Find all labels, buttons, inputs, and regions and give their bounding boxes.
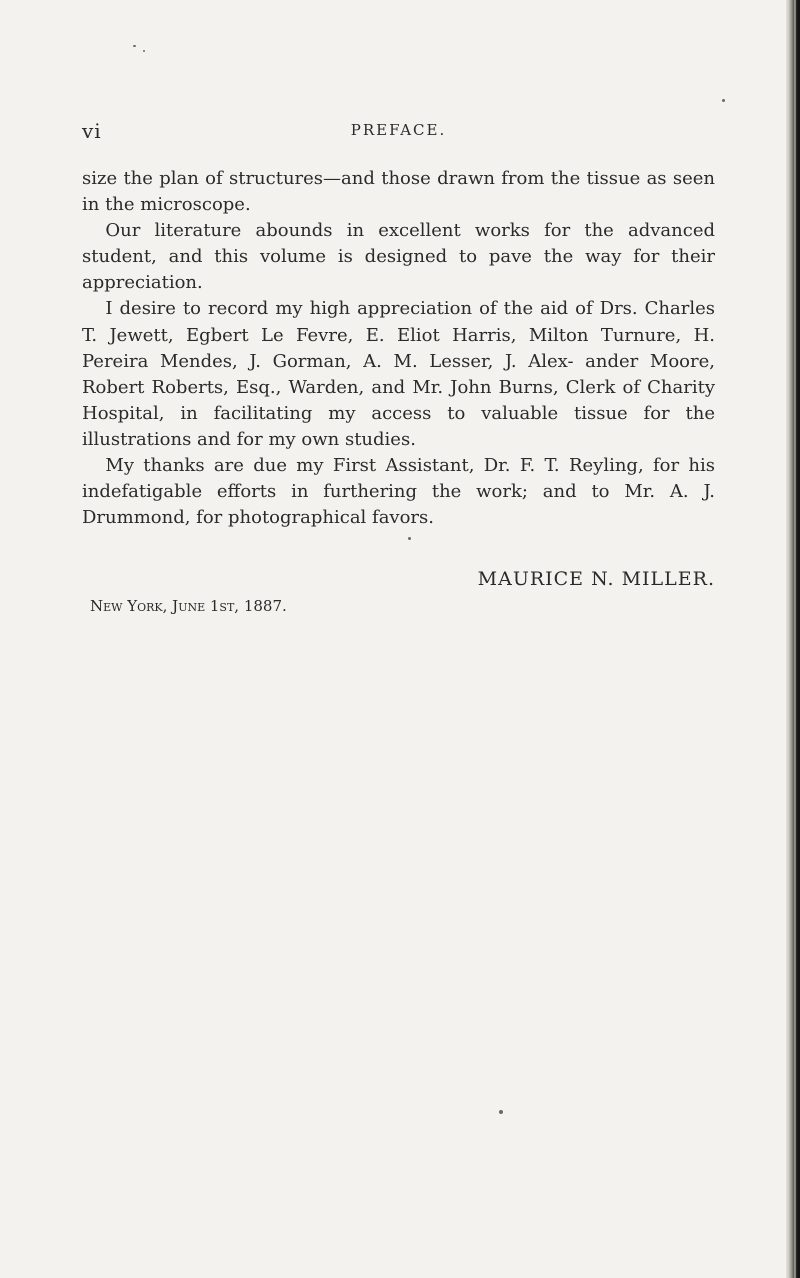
paper-speck <box>499 1110 503 1114</box>
dateline: New York, June 1st, 1887. <box>90 597 287 615</box>
running-head <box>82 119 715 143</box>
binding-edge <box>786 0 800 1278</box>
section-title: PREFACE. <box>350 121 447 139</box>
paper-speck <box>408 537 411 540</box>
binding-edge-highlight <box>794 0 796 1278</box>
page-number: vi <box>82 119 102 143</box>
author-signature: MAURICE N. MILLER. <box>477 568 715 590</box>
paragraph-thanks: My thanks are due my First Assistant, Dr. F. T. Reyling, for his indefatigable efforts in furthering the work; and to Mr. A. J. Drummond, for photographical favors. <box>82 455 715 529</box>
paper-speck <box>722 99 725 102</box>
paragraph-continued: size the plan of structures—and those drawn from the tissue as seen in the microscope. <box>82 168 715 216</box>
paragraph-literature: Our literature abounds in excellent works for the advanced student, and this volume is designed to pave the way for their appreciation. <box>82 220 715 294</box>
preface-body <box>82 166 715 531</box>
paper-speck <box>133 45 136 47</box>
paragraph-acknowledgments: I desire to record my high appreciation of the aid of Drs. Charles T. Jewett, Egbert Le Fevre, E. Eliot Harris, Milton Turnure, H. Pereira Mendes, J. Gorman, A. M. Lesser, J. Alex- ander Moore, Robert Roberts, Esq., Warden, and Mr. John Burns, Clerk of Charity Hospital, in facilitating my access to valuable tissue for the illustrations and for my own studies. <box>82 298 715 450</box>
paper-speck <box>143 50 145 52</box>
